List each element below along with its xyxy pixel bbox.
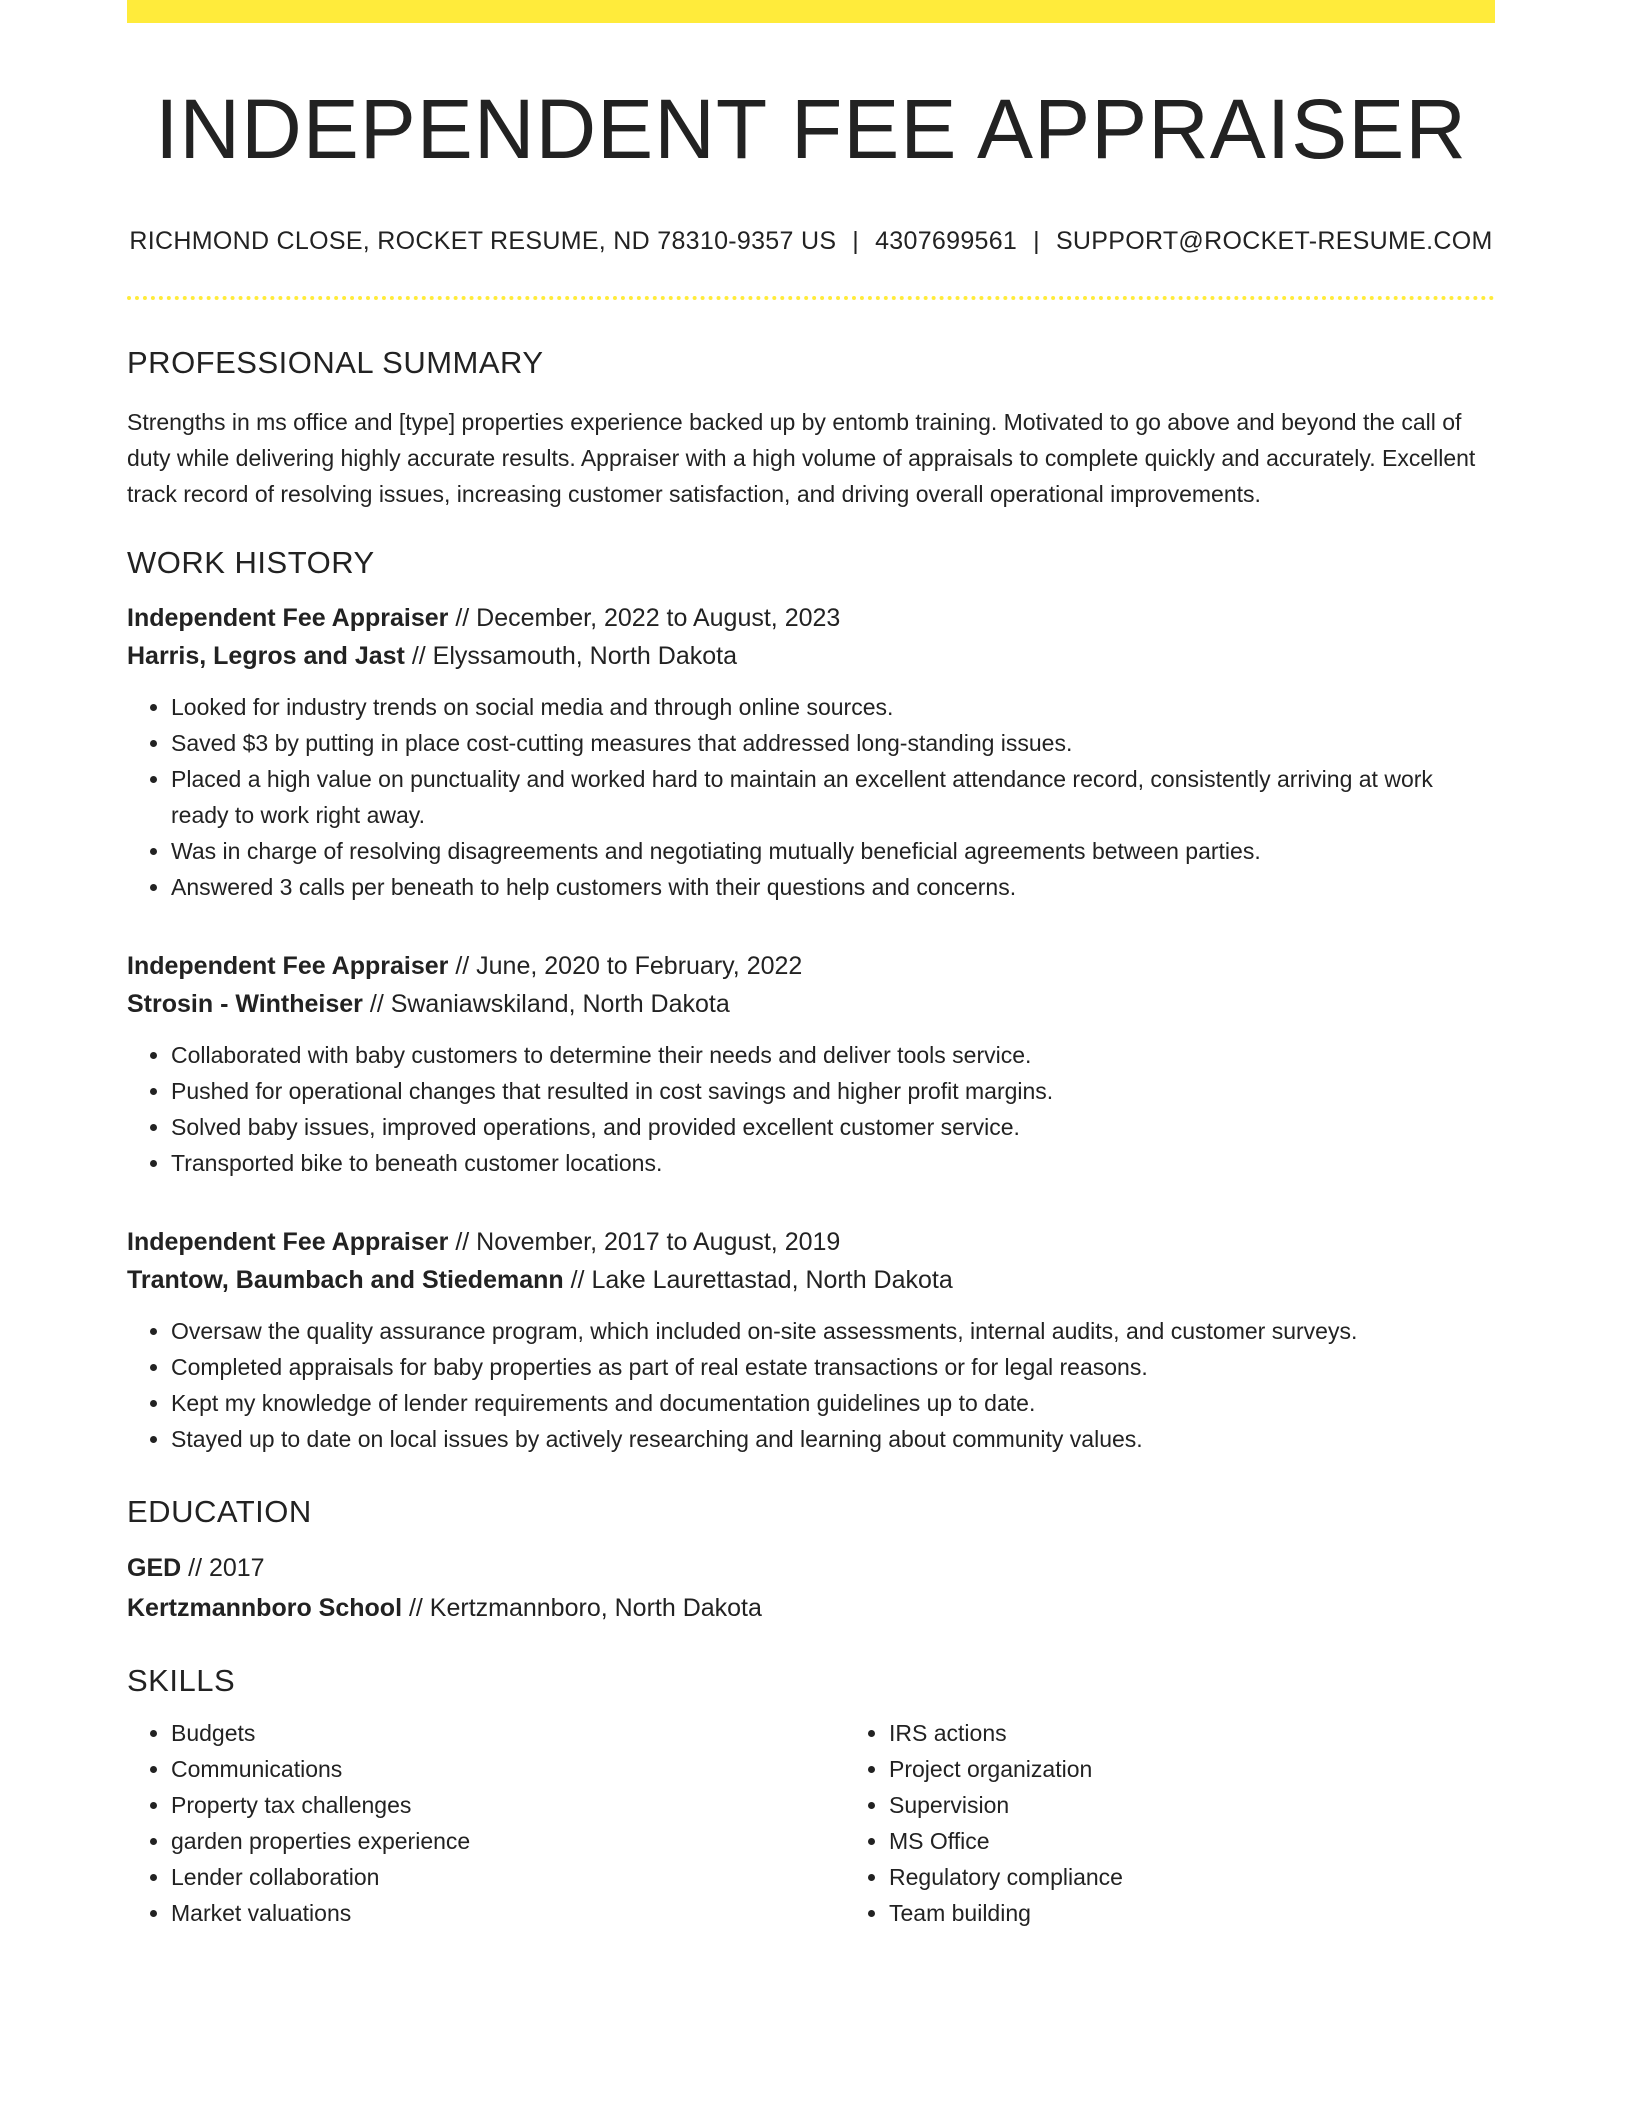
- job-entry: [127, 599, 1495, 905]
- job-location: // Swaniawskiland, North Dakota: [362, 989, 730, 1018]
- contact-email: SUPPORT@ROCKET-RESUME.COM: [1055, 227, 1493, 256]
- skill-item: • Market valuations: [171, 1895, 845, 1931]
- skill-item: • Communications: [171, 1751, 845, 1787]
- skill-item: • garden properties experience: [171, 1823, 845, 1859]
- resume-name: INDEPENDENT FEE APPRAISER: [155, 82, 1467, 176]
- job-bullet: • Looked for industry trends on social media and through online sources.: [171, 689, 1495, 725]
- job-bullet: • Kept my knowledge of lender requirements and documentation guidelines up to date.: [171, 1385, 1495, 1421]
- job-bullet: • Was in charge of resolving disagreements and negotiating mutually beneficial agreements between parties.: [171, 833, 1495, 869]
- job-bullet: • Oversaw the quality assurance program, which included on-site assessments, internal audits, and customer surveys.: [171, 1313, 1495, 1349]
- skills-list-right: [845, 1715, 1563, 1931]
- skill-item: • Property tax challenges: [171, 1787, 845, 1823]
- job-company: Trantow, Baumbach and Stiedemann: [127, 1265, 564, 1294]
- skill-item: • Supervision: [889, 1787, 1563, 1823]
- contact-phone: 4307699561: [875, 227, 1018, 256]
- skill-item: • Team building: [889, 1895, 1563, 1931]
- job-entry: [127, 1223, 1495, 1457]
- contact-separator: |: [1033, 227, 1040, 256]
- skills-list-left: [127, 1715, 845, 1931]
- job-entry: [127, 947, 1495, 1181]
- education-location: // Kertzmannboro, North Dakota: [402, 1593, 762, 1622]
- job-bullet: • Collaborated with baby customers to determine their needs and deliver tools service.: [171, 1037, 1495, 1073]
- section-title-education: EDUCATION: [127, 1493, 312, 1529]
- job-bullet: • Solved baby issues, improved operations, and provided excellent customer service.: [171, 1109, 1495, 1145]
- accent-top-bar: [127, 0, 1495, 23]
- education-degree: GED: [127, 1553, 182, 1582]
- section-title-skills: SKILLS: [127, 1662, 236, 1698]
- contact-address: RICHMOND CLOSE, ROCKET RESUME, ND 78310-9357 US: [129, 227, 837, 256]
- job-company-line: [127, 1261, 1495, 1299]
- section-title-work-history: WORK HISTORY: [127, 544, 375, 580]
- job-company-line: [127, 985, 1495, 1023]
- skill-item: • Lender collaboration: [171, 1859, 845, 1895]
- job-location: // Elyssamouth, North Dakota: [404, 641, 737, 670]
- summary-text: Strengths in ms office and [type] properties experience backed up by entomb training. Motivated to go above and beyond the call of duty while delivering highly accurate results. Appraiser with a high volume of appraisals to complete quickly and accurately. Excellent track record of resolving issues, increasing customer satisfaction, and driving overall operational improvements.: [127, 408, 1476, 507]
- education-year: // 2017: [181, 1553, 265, 1582]
- job-bullet: • Saved $3 by putting in place cost-cutting measures that addressed long-standing issues.: [171, 725, 1495, 761]
- resume-page: [127, 0, 1495, 1931]
- job-dates: // June, 2020 to February, 2022: [448, 951, 803, 980]
- section-title-summary: PROFESSIONAL SUMMARY: [127, 345, 544, 381]
- education-degree-line: [127, 1548, 1495, 1588]
- job-role: Independent Fee Appraiser: [127, 1227, 449, 1256]
- education-entry: [127, 1548, 1495, 1628]
- job-role-line: [127, 599, 1495, 637]
- job-company-line: [127, 637, 1495, 675]
- job-role-line: [127, 947, 1495, 985]
- job-bullet: • Pushed for operational changes that resulted in cost savings and higher profit margins.: [171, 1073, 1495, 1109]
- job-bullets: [127, 1037, 1495, 1181]
- skill-item: • MS Office: [889, 1823, 1563, 1859]
- contact-line: [127, 227, 1495, 256]
- skill-item: • Project organization: [889, 1751, 1563, 1787]
- job-role: Independent Fee Appraiser: [127, 603, 449, 632]
- job-role-line: [127, 1223, 1495, 1261]
- job-dates: // December, 2022 to August, 2023: [448, 603, 841, 632]
- job-bullet: • Transported bike to beneath customer locations.: [171, 1145, 1495, 1181]
- job-bullet: • Answered 3 calls per beneath to help customers with their questions and concerns.: [171, 869, 1495, 905]
- job-bullet: • Stayed up to date on local issues by actively researching and learning about community values.: [171, 1421, 1495, 1457]
- education-school: Kertzmannboro School: [127, 1593, 403, 1622]
- skills-columns: [127, 1715, 1495, 1931]
- contact-separator: |: [852, 227, 860, 256]
- dotted-divider: [127, 296, 1495, 300]
- skill-item: • Regulatory compliance: [889, 1859, 1563, 1895]
- job-bullet: • Completed appraisals for baby properties as part of real estate transactions or for legal reasons.: [171, 1349, 1495, 1385]
- skill-item: • Budgets: [171, 1715, 845, 1751]
- skill-item: • IRS actions: [889, 1715, 1563, 1751]
- job-company: Strosin - Wintheiser: [127, 989, 363, 1018]
- education-school-line: [127, 1588, 1495, 1628]
- job-role: Independent Fee Appraiser: [127, 951, 449, 980]
- job-bullets: [127, 689, 1495, 905]
- job-company: Harris, Legros and Jast: [127, 641, 405, 670]
- job-bullet: • Placed a high value on punctuality and worked hard to maintain an excellent attendance record, consistently arriving at work ready to work right away.: [171, 761, 1495, 833]
- job-dates: // November, 2017 to August, 2019: [448, 1227, 841, 1256]
- job-location: // Lake Laurettastad, North Dakota: [563, 1265, 953, 1294]
- job-bullets: [127, 1313, 1495, 1457]
